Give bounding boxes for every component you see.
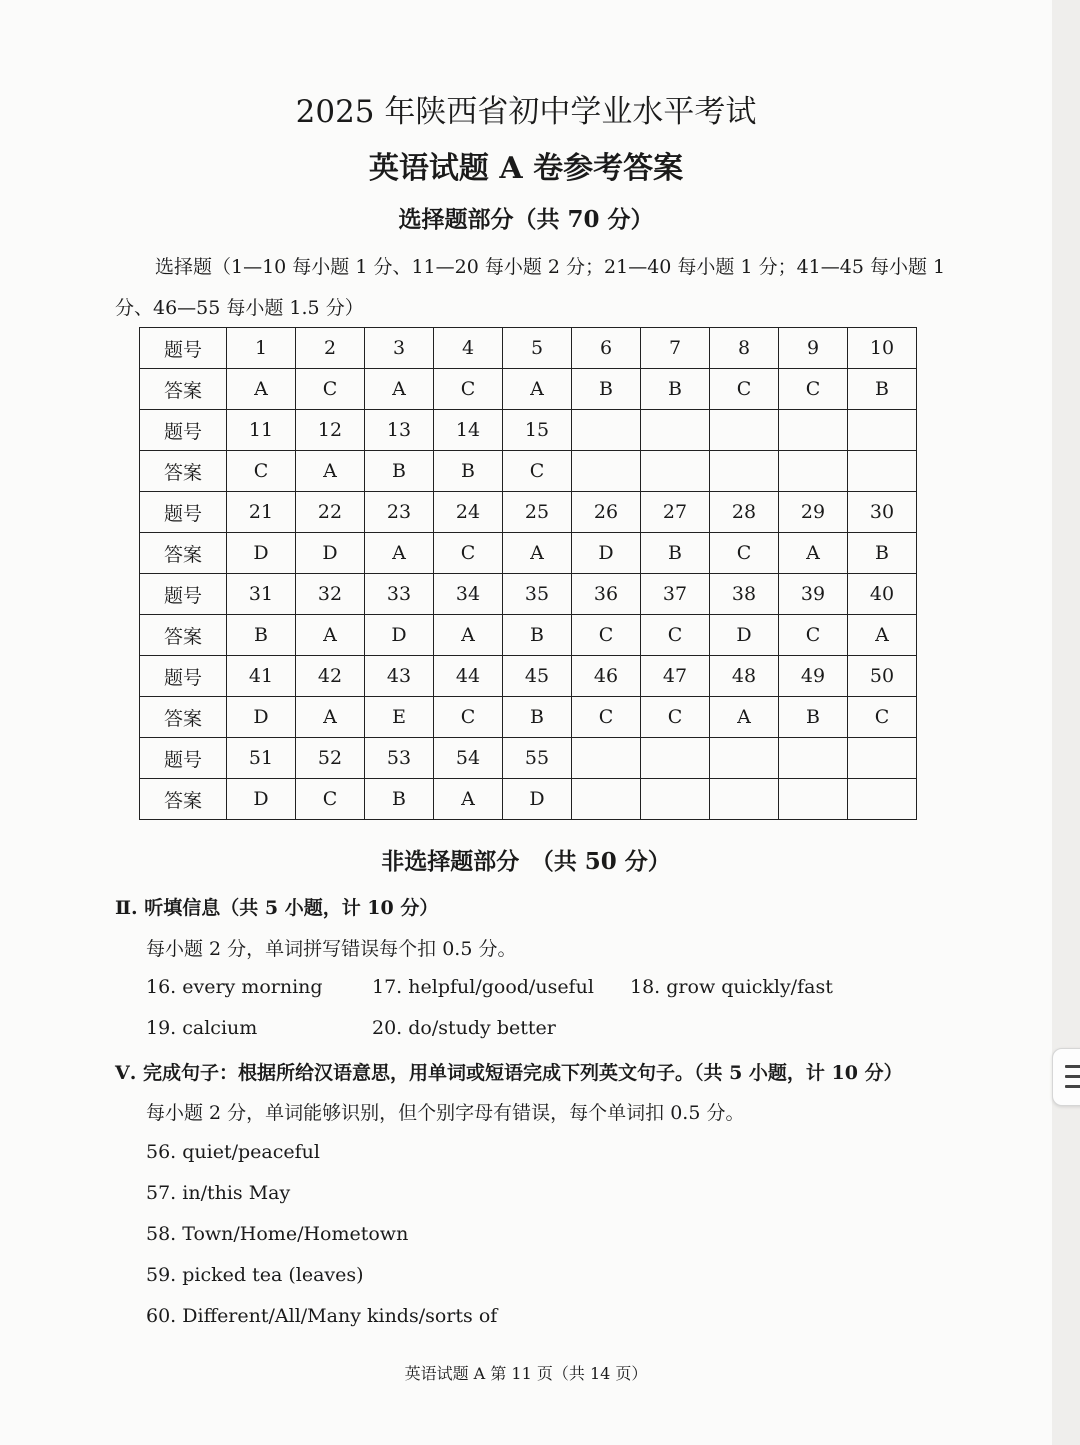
- section-v-note: 每小题 2 分，单词能够识别，但个别字母有错误，每个单词扣 0.5 分。: [146, 1102, 745, 1124]
- label-question-number: 题号: [140, 410, 227, 451]
- question-number-row: [140, 656, 917, 697]
- label-answer: 答案: [140, 451, 227, 492]
- answer-59: 59. picked tea (leaves): [146, 1264, 364, 1286]
- answer-cell: D: [227, 533, 296, 574]
- question-number-cell: 52: [296, 738, 365, 779]
- question-number-cell: 36: [572, 574, 641, 615]
- question-number-cell: 49: [779, 656, 848, 697]
- question-number-cell: 32: [296, 574, 365, 615]
- answer-cell: B: [641, 369, 710, 410]
- answer-cell: A: [365, 533, 434, 574]
- answer-cell: C: [710, 533, 779, 574]
- question-number-cell: 33: [365, 574, 434, 615]
- question-number-cell: 11: [227, 410, 296, 451]
- answer-cell: [641, 451, 710, 492]
- question-number-cell: 35: [503, 574, 572, 615]
- question-number-cell: 46: [572, 656, 641, 697]
- answer-cell: C: [296, 369, 365, 410]
- answer-cell: [779, 451, 848, 492]
- label-answer: 答案: [140, 615, 227, 656]
- answer-57: 57. in/this May: [146, 1182, 291, 1204]
- question-number-cell: 41: [227, 656, 296, 697]
- answer-56: 56. quiet/peaceful: [146, 1141, 320, 1163]
- answer-cell: A: [365, 369, 434, 410]
- question-number-cell: 3: [365, 328, 434, 369]
- answer-cell: [710, 779, 779, 820]
- question-number-cell: 12: [296, 410, 365, 451]
- section-ii-heading: Ⅱ. 听填信息（共 5 小题，计 10 分）: [115, 897, 439, 919]
- label-question-number: 题号: [140, 738, 227, 779]
- answer-cell: D: [227, 779, 296, 820]
- answer-cell: C: [503, 451, 572, 492]
- answer-cell: [710, 451, 779, 492]
- answer-row: [140, 369, 917, 410]
- question-number-cell: 38: [710, 574, 779, 615]
- viewer-side-panel: [1052, 0, 1080, 1445]
- question-number-cell: 53: [365, 738, 434, 779]
- label-answer: 答案: [140, 369, 227, 410]
- question-number-cell: 43: [365, 656, 434, 697]
- answer-cell: D: [710, 615, 779, 656]
- label-answer: 答案: [140, 779, 227, 820]
- answer-row: [140, 451, 917, 492]
- question-number-cell: 22: [296, 492, 365, 533]
- document-title: 2025 年陕西省初中学业水平考试: [295, 94, 757, 130]
- question-number-cell: 21: [227, 492, 296, 533]
- question-number-cell: 6: [572, 328, 641, 369]
- section-heading-nonchoice: 非选择题部分 （共 50 分）: [381, 848, 671, 875]
- question-number-cell: [572, 738, 641, 779]
- question-number-cell: 24: [434, 492, 503, 533]
- answer-cell: [641, 779, 710, 820]
- answer-cell: C: [572, 615, 641, 656]
- answer-cell: A: [848, 615, 917, 656]
- answer-cell: [848, 779, 917, 820]
- answer-cell: C: [779, 369, 848, 410]
- answer-cell: [848, 451, 917, 492]
- label-question-number: 题号: [140, 656, 227, 697]
- answer-cell: [779, 779, 848, 820]
- answer-20: 20. do/study better: [372, 1017, 556, 1039]
- answer-cell: C: [434, 697, 503, 738]
- label-answer: 答案: [140, 533, 227, 574]
- answer-cell: A: [434, 615, 503, 656]
- answer-cell: A: [296, 615, 365, 656]
- answer-18: 18. grow quickly/fast: [630, 976, 833, 998]
- answer-table: [139, 327, 917, 820]
- answer-row: [140, 697, 917, 738]
- question-number-cell: 39: [779, 574, 848, 615]
- question-number-cell: 10: [848, 328, 917, 369]
- answer-cell: D: [296, 533, 365, 574]
- question-number-cell: 27: [641, 492, 710, 533]
- label-question-number: 题号: [140, 328, 227, 369]
- question-number-cell: [572, 410, 641, 451]
- question-number-cell: [848, 738, 917, 779]
- answer-cell: C: [227, 451, 296, 492]
- question-number-cell: 14: [434, 410, 503, 451]
- answer-cell: D: [572, 533, 641, 574]
- question-number-cell: [848, 410, 917, 451]
- document-subtitle: 英语试题 A 卷参考答案: [368, 151, 684, 186]
- answer-58: 58. Town/Home/Hometown: [146, 1223, 409, 1245]
- question-number-cell: 42: [296, 656, 365, 697]
- answer-cell: C: [296, 779, 365, 820]
- section-v-heading: Ⅴ. 完成句子：根据所给汉语意思，用单词或短语完成下列英文句子。（共 5 小题，计 10 分）: [115, 1062, 903, 1084]
- answer-cell: A: [296, 451, 365, 492]
- answer-cell: B: [434, 451, 503, 492]
- question-number-cell: 55: [503, 738, 572, 779]
- answer-16: 16. every morning: [146, 976, 323, 998]
- question-number-cell: 34: [434, 574, 503, 615]
- answer-cell: A: [227, 369, 296, 410]
- question-number-cell: 9: [779, 328, 848, 369]
- answer-cell: D: [227, 697, 296, 738]
- question-number-cell: 48: [710, 656, 779, 697]
- answer-cell: [572, 451, 641, 492]
- answer-cell: B: [572, 369, 641, 410]
- question-number-row: [140, 410, 917, 451]
- question-number-cell: 54: [434, 738, 503, 779]
- scoring-note-line2: 分、46—55 每小题 1.5 分）: [115, 297, 364, 319]
- answer-cell: C: [434, 369, 503, 410]
- question-number-row: [140, 574, 917, 615]
- question-number-cell: 31: [227, 574, 296, 615]
- question-number-cell: 28: [710, 492, 779, 533]
- answer-cell: C: [641, 615, 710, 656]
- question-number-cell: 13: [365, 410, 434, 451]
- answer-cell: C: [641, 697, 710, 738]
- answer-cell: C: [434, 533, 503, 574]
- question-number-cell: 2: [296, 328, 365, 369]
- answer-row: [140, 615, 917, 656]
- answer-row: [140, 779, 917, 820]
- answer-cell: E: [365, 697, 434, 738]
- section-heading-choice: 选择题部分（共 70 分）: [398, 206, 654, 233]
- answer-cell: A: [296, 697, 365, 738]
- question-number-cell: 23: [365, 492, 434, 533]
- question-number-cell: [779, 738, 848, 779]
- answer-cell: A: [434, 779, 503, 820]
- question-number-row: [140, 738, 917, 779]
- question-number-cell: [710, 410, 779, 451]
- question-number-cell: 4: [434, 328, 503, 369]
- label-question-number: 题号: [140, 574, 227, 615]
- question-number-cell: 44: [434, 656, 503, 697]
- answer-60: 60. Different/All/Many kinds/sorts of: [146, 1305, 498, 1327]
- question-number-cell: 5: [503, 328, 572, 369]
- question-number-row: [140, 328, 917, 369]
- question-number-cell: 37: [641, 574, 710, 615]
- question-number-row: [140, 492, 917, 533]
- answer-cell: B: [503, 615, 572, 656]
- question-number-cell: [641, 738, 710, 779]
- answer-cell: B: [848, 533, 917, 574]
- answer-cell: D: [503, 779, 572, 820]
- answer-cell: B: [848, 369, 917, 410]
- question-number-cell: 15: [503, 410, 572, 451]
- question-number-cell: [779, 410, 848, 451]
- answer-cell: C: [572, 697, 641, 738]
- answer-cell: [572, 779, 641, 820]
- answer-cell: A: [503, 369, 572, 410]
- answer-cell: B: [779, 697, 848, 738]
- question-number-cell: 26: [572, 492, 641, 533]
- answer-19: 19. calcium: [146, 1017, 258, 1039]
- question-number-cell: 8: [710, 328, 779, 369]
- question-number-cell: 45: [503, 656, 572, 697]
- answer-cell: C: [848, 697, 917, 738]
- answer-cell: B: [503, 697, 572, 738]
- answer-cell: B: [641, 533, 710, 574]
- answer-cell: C: [710, 369, 779, 410]
- page-footer: 英语试题 A 第 11 页（共 14 页）: [404, 1364, 648, 1383]
- answer-cell: A: [710, 697, 779, 738]
- label-question-number: 题号: [140, 492, 227, 533]
- question-number-cell: 30: [848, 492, 917, 533]
- scoring-note-line1: 选择题（1—10 每小题 1 分、11—20 每小题 2 分；21—40 每小题 1 分；41—45 每小题 1: [155, 256, 946, 278]
- answer-row: [140, 533, 917, 574]
- answer-cell: B: [365, 451, 434, 492]
- answer-cell: B: [365, 779, 434, 820]
- side-menu-handle[interactable]: [1052, 1048, 1080, 1106]
- section-ii-note: 每小题 2 分，单词拼写错误每个扣 0.5 分。: [146, 938, 517, 960]
- answer-cell: A: [779, 533, 848, 574]
- answer-cell: C: [779, 615, 848, 656]
- answer-cell: A: [503, 533, 572, 574]
- answer-17: 17. helpful/good/useful: [372, 976, 594, 998]
- question-number-cell: 51: [227, 738, 296, 779]
- question-number-cell: [641, 410, 710, 451]
- question-number-cell: 40: [848, 574, 917, 615]
- question-number-cell: 47: [641, 656, 710, 697]
- question-number-cell: 29: [779, 492, 848, 533]
- question-number-cell: [710, 738, 779, 779]
- question-number-cell: 50: [848, 656, 917, 697]
- answer-cell: B: [227, 615, 296, 656]
- question-number-cell: 25: [503, 492, 572, 533]
- question-number-cell: 1: [227, 328, 296, 369]
- label-answer: 答案: [140, 697, 227, 738]
- question-number-cell: 7: [641, 328, 710, 369]
- answer-cell: D: [365, 615, 434, 656]
